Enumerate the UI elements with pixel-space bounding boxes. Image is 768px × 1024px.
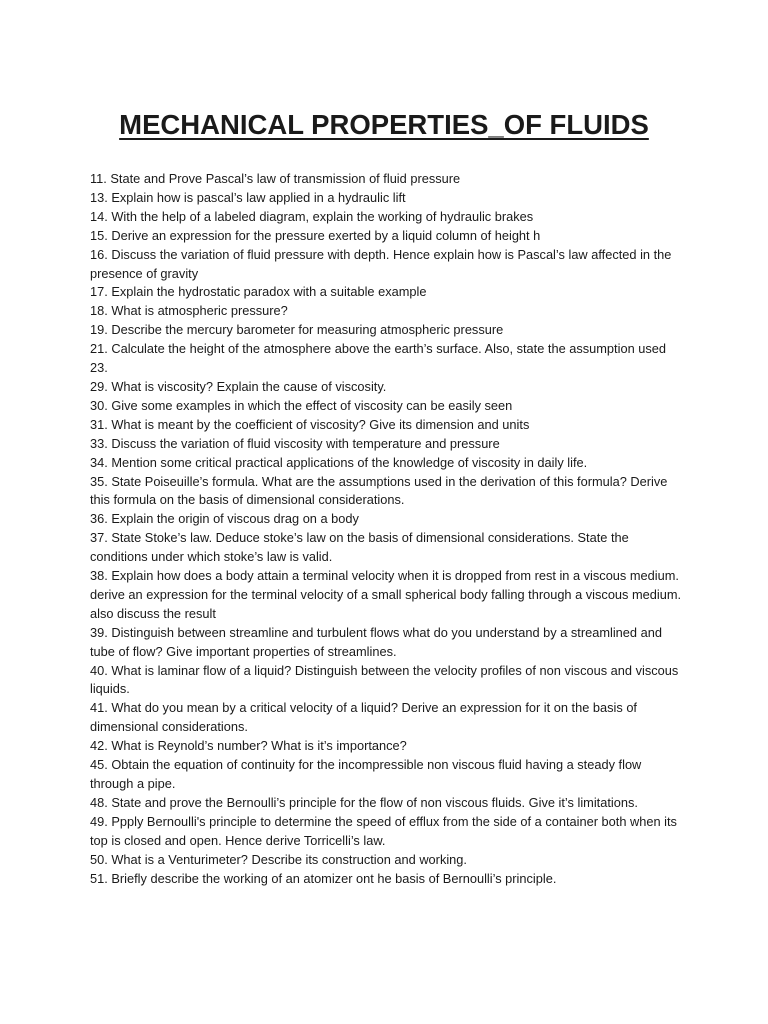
list-item: 41. What do you mean by a critical velocity of a liquid? Derive an expression for it on the basis of dimensional considerations. bbox=[90, 700, 637, 735]
list-item: 49. Ppply Bernoulli's principle to determine the speed of efflux from the side of a container both when its top is closed and open. Hence derive Torricelli’s law. bbox=[90, 813, 677, 848]
list-item: 51. Briefly describe the working of an atomizer ont he basis of Bernoulli’s principle. bbox=[90, 870, 557, 886]
question-list bbox=[90, 170, 682, 888]
list-item: 37. State Stoke’s law. Deduce stoke’s law on the basis of dimensional considerations. State the conditions under which stoke’s law is valid. bbox=[90, 530, 629, 565]
list-item: 13. Explain how is pascal’s law applied in a hydraulic lift bbox=[90, 189, 406, 205]
list-item: 48. State and prove the Bernoulli’s principle for the flow of non viscous fluids. Give it’s limitations. bbox=[90, 794, 638, 810]
list-item: 45. Obtain the equation of continuity for the incompressible non viscous fluid having a steady flow through a pipe. bbox=[90, 757, 642, 791]
list-item: 33. Discuss the variation of fluid viscosity with temperature and pressure bbox=[90, 435, 500, 451]
list-item: 21. Calculate the height of the atmosphere above the earth’s surface. Also, state the assumption used bbox=[90, 341, 666, 357]
list-item: 23. bbox=[90, 360, 108, 376]
list-item: 30. Give some examples in which the effect of viscosity can be easily seen bbox=[90, 397, 513, 413]
list-item: 17. Explain the hydrostatic paradox with a suitable example bbox=[90, 284, 427, 300]
list-item: 19. Describe the mercury barometer for measuring atmospheric pressure bbox=[90, 322, 504, 338]
list-item: 15. Derive an expression for the pressure exerted by a liquid column of height h bbox=[90, 227, 541, 243]
list-item: 34. Mention some critical practical applications of the knowledge of viscosity in daily life. bbox=[90, 454, 588, 470]
list-item: 18. What is atmospheric pressure? bbox=[90, 303, 288, 319]
list-item: 36. Explain the origin of viscous drag on a body bbox=[90, 511, 359, 527]
list-item: 50. What is a Venturimeter? Describe its construction and working. bbox=[90, 851, 467, 867]
list-item: 11. State and Prove Pascal’s law of transmission of fluid pressure bbox=[90, 171, 461, 186]
list-item: 14. With the help of a labeled diagram, explain the working of hydraulic brakes bbox=[90, 208, 534, 224]
list-item: 31. What is meant by the coefficient of viscosity? Give its dimension and units bbox=[90, 416, 530, 432]
list-item: 40. What is laminar flow of a liquid? Distinguish between the velocity profiles of non viscous and viscous liquids. bbox=[90, 662, 679, 697]
list-item: 16. Discuss the variation of fluid pressure with depth. Hence explain how is Pascal’s law affected in the presence of gravity bbox=[90, 246, 672, 281]
list-item: 29. What is viscosity? Explain the cause of viscosity. bbox=[90, 378, 387, 394]
list-item: 39. Distinguish between streamline and turbulent flows what do you understand by a streamlined and tube of flow? Give important properties of streamlines. bbox=[90, 624, 662, 659]
page-title: MECHANICAL PROPERTIES_OF FLUIDS bbox=[119, 109, 649, 140]
list-item: 35. State Poiseuille’s formula. What are the assumptions used in the derivation of this formula? Derive this formula on the basis of dimensional considerations. bbox=[90, 473, 668, 508]
list-item: 38. Explain how does a body attain a terminal velocity when it is dropped from rest in a viscous medium. derive an expression for the terminal velocity of a small spherical body falling through a viscous medium. also discuss the result bbox=[90, 568, 682, 621]
list-item: 42. What is Reynold’s number? What is it’s importance? bbox=[90, 738, 407, 754]
